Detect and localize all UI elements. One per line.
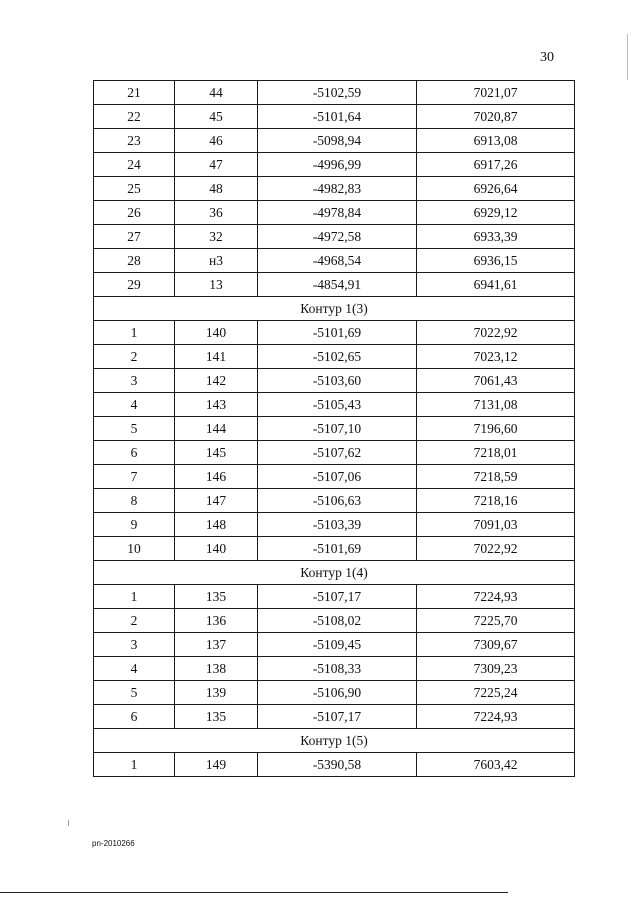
table-row — [94, 393, 575, 417]
table-row — [94, 489, 575, 513]
table-row — [94, 369, 575, 393]
row-number-cell: 6 — [94, 705, 175, 729]
table-row — [94, 441, 575, 465]
row-number-cell: 9 — [94, 513, 175, 537]
y-coordinate-cell: 7020,87 — [417, 105, 575, 129]
table-row — [94, 753, 575, 777]
y-coordinate-cell: 7309,23 — [417, 657, 575, 681]
row-number-cell: 22 — [94, 105, 175, 129]
row-number-cell: 27 — [94, 225, 175, 249]
y-coordinate-cell: 7603,42 — [417, 753, 575, 777]
point-id-cell: 135 — [175, 705, 258, 729]
row-number-cell: 10 — [94, 537, 175, 561]
table-row — [94, 345, 575, 369]
point-id-cell: 146 — [175, 465, 258, 489]
y-coordinate-cell: 7309,67 — [417, 633, 575, 657]
row-number-cell: 3 — [94, 633, 175, 657]
x-coordinate-cell: -4996,99 — [258, 153, 417, 177]
x-coordinate-cell: -4982,83 — [258, 177, 417, 201]
y-coordinate-cell: 6936,15 — [417, 249, 575, 273]
point-id-cell: 13 — [175, 273, 258, 297]
table-row — [94, 465, 575, 489]
x-coordinate-cell: -5109,45 — [258, 633, 417, 657]
y-coordinate-cell: 7224,93 — [417, 705, 575, 729]
y-coordinate-cell: 6941,61 — [417, 273, 575, 297]
point-id-cell: н3 — [175, 249, 258, 273]
contour-title: Контур 1(4) — [94, 561, 575, 585]
row-number-cell: 1 — [94, 321, 175, 345]
x-coordinate-cell: -5107,10 — [258, 417, 417, 441]
point-id-cell: 32 — [175, 225, 258, 249]
point-id-cell: 44 — [175, 81, 258, 105]
document-code: pn-2010266 — [92, 839, 135, 848]
table-row — [94, 585, 575, 609]
table-row — [94, 273, 575, 297]
table-row — [94, 513, 575, 537]
x-coordinate-cell: -4968,54 — [258, 249, 417, 273]
contour-title: Контур 1(3) — [94, 297, 575, 321]
point-id-cell: 135 — [175, 585, 258, 609]
y-coordinate-cell: 7131,08 — [417, 393, 575, 417]
point-id-cell: 136 — [175, 609, 258, 633]
point-id-cell: 141 — [175, 345, 258, 369]
table-row — [94, 705, 575, 729]
x-coordinate-cell: -5107,62 — [258, 441, 417, 465]
x-coordinate-cell: -5107,17 — [258, 585, 417, 609]
row-number-cell: 6 — [94, 441, 175, 465]
row-number-cell: 1 — [94, 753, 175, 777]
x-coordinate-cell: -5108,02 — [258, 609, 417, 633]
y-coordinate-cell: 6917,26 — [417, 153, 575, 177]
y-coordinate-cell: 7218,59 — [417, 465, 575, 489]
y-coordinate-cell: 7022,92 — [417, 321, 575, 345]
row-number-cell: 1 — [94, 585, 175, 609]
x-coordinate-cell: -5102,59 — [258, 81, 417, 105]
y-coordinate-cell: 7023,12 — [417, 345, 575, 369]
row-number-cell: 4 — [94, 657, 175, 681]
point-id-cell: 148 — [175, 513, 258, 537]
x-coordinate-cell: -5107,06 — [258, 465, 417, 489]
table-row — [94, 225, 575, 249]
row-number-cell: 8 — [94, 489, 175, 513]
row-number-cell: 28 — [94, 249, 175, 273]
x-coordinate-cell: -5102,65 — [258, 345, 417, 369]
row-number-cell: 23 — [94, 129, 175, 153]
footer-rule — [0, 892, 508, 893]
y-coordinate-cell: 7225,70 — [417, 609, 575, 633]
row-number-cell: 5 — [94, 417, 175, 441]
coordinates-table — [93, 80, 575, 777]
contour-header-row — [94, 297, 575, 321]
y-coordinate-cell: 6913,08 — [417, 129, 575, 153]
row-number-cell: 21 — [94, 81, 175, 105]
contour-title: Контур 1(5) — [94, 729, 575, 753]
point-id-cell: 138 — [175, 657, 258, 681]
table-row — [94, 153, 575, 177]
table-row — [94, 105, 575, 129]
point-id-cell: 147 — [175, 489, 258, 513]
row-number-cell: 25 — [94, 177, 175, 201]
y-coordinate-cell: 7021,07 — [417, 81, 575, 105]
x-coordinate-cell: -5106,90 — [258, 681, 417, 705]
x-coordinate-cell: -4978,84 — [258, 201, 417, 225]
row-number-cell: 7 — [94, 465, 175, 489]
point-id-cell: 45 — [175, 105, 258, 129]
scan-mark — [68, 820, 69, 826]
point-id-cell: 139 — [175, 681, 258, 705]
x-coordinate-cell: -4972,58 — [258, 225, 417, 249]
y-coordinate-cell: 7225,24 — [417, 681, 575, 705]
table-row — [94, 657, 575, 681]
point-id-cell: 48 — [175, 177, 258, 201]
x-coordinate-cell: -5108,33 — [258, 657, 417, 681]
point-id-cell: 137 — [175, 633, 258, 657]
contour-header-row — [94, 729, 575, 753]
contour-header-row — [94, 561, 575, 585]
x-coordinate-cell: -4854,91 — [258, 273, 417, 297]
table-row — [94, 177, 575, 201]
row-number-cell: 5 — [94, 681, 175, 705]
x-coordinate-cell: -5103,60 — [258, 369, 417, 393]
x-coordinate-cell: -5101,69 — [258, 321, 417, 345]
table-row — [94, 249, 575, 273]
table-row — [94, 681, 575, 705]
y-coordinate-cell: 6929,12 — [417, 201, 575, 225]
y-coordinate-cell: 6926,64 — [417, 177, 575, 201]
point-id-cell: 145 — [175, 441, 258, 465]
y-coordinate-cell: 7196,60 — [417, 417, 575, 441]
row-number-cell: 26 — [94, 201, 175, 225]
point-id-cell: 142 — [175, 369, 258, 393]
y-coordinate-cell: 7224,93 — [417, 585, 575, 609]
margin-mark — [627, 34, 628, 80]
row-number-cell: 29 — [94, 273, 175, 297]
table-row — [94, 633, 575, 657]
point-id-cell: 46 — [175, 129, 258, 153]
row-number-cell: 2 — [94, 345, 175, 369]
x-coordinate-cell: -5390,58 — [258, 753, 417, 777]
table-row — [94, 321, 575, 345]
x-coordinate-cell: -5101,69 — [258, 537, 417, 561]
x-coordinate-cell: -5103,39 — [258, 513, 417, 537]
table-row — [94, 609, 575, 633]
x-coordinate-cell: -5105,43 — [258, 393, 417, 417]
y-coordinate-cell: 7022,92 — [417, 537, 575, 561]
table-row — [94, 201, 575, 225]
table-row — [94, 537, 575, 561]
row-number-cell: 4 — [94, 393, 175, 417]
table-row — [94, 129, 575, 153]
x-coordinate-cell: -5098,94 — [258, 129, 417, 153]
row-number-cell: 24 — [94, 153, 175, 177]
y-coordinate-cell: 6933,39 — [417, 225, 575, 249]
row-number-cell: 3 — [94, 369, 175, 393]
point-id-cell: 140 — [175, 321, 258, 345]
y-coordinate-cell: 7218,01 — [417, 441, 575, 465]
y-coordinate-cell: 7218,16 — [417, 489, 575, 513]
y-coordinate-cell: 7061,43 — [417, 369, 575, 393]
coordinates-table-body — [94, 81, 575, 777]
y-coordinate-cell: 7091,03 — [417, 513, 575, 537]
x-coordinate-cell: -5107,17 — [258, 705, 417, 729]
table-row — [94, 417, 575, 441]
table-row — [94, 81, 575, 105]
point-id-cell: 140 — [175, 537, 258, 561]
x-coordinate-cell: -5101,64 — [258, 105, 417, 129]
point-id-cell: 144 — [175, 417, 258, 441]
point-id-cell: 149 — [175, 753, 258, 777]
page-number: 30 — [540, 50, 554, 65]
x-coordinate-cell: -5106,63 — [258, 489, 417, 513]
row-number-cell: 2 — [94, 609, 175, 633]
point-id-cell: 47 — [175, 153, 258, 177]
point-id-cell: 36 — [175, 201, 258, 225]
point-id-cell: 143 — [175, 393, 258, 417]
